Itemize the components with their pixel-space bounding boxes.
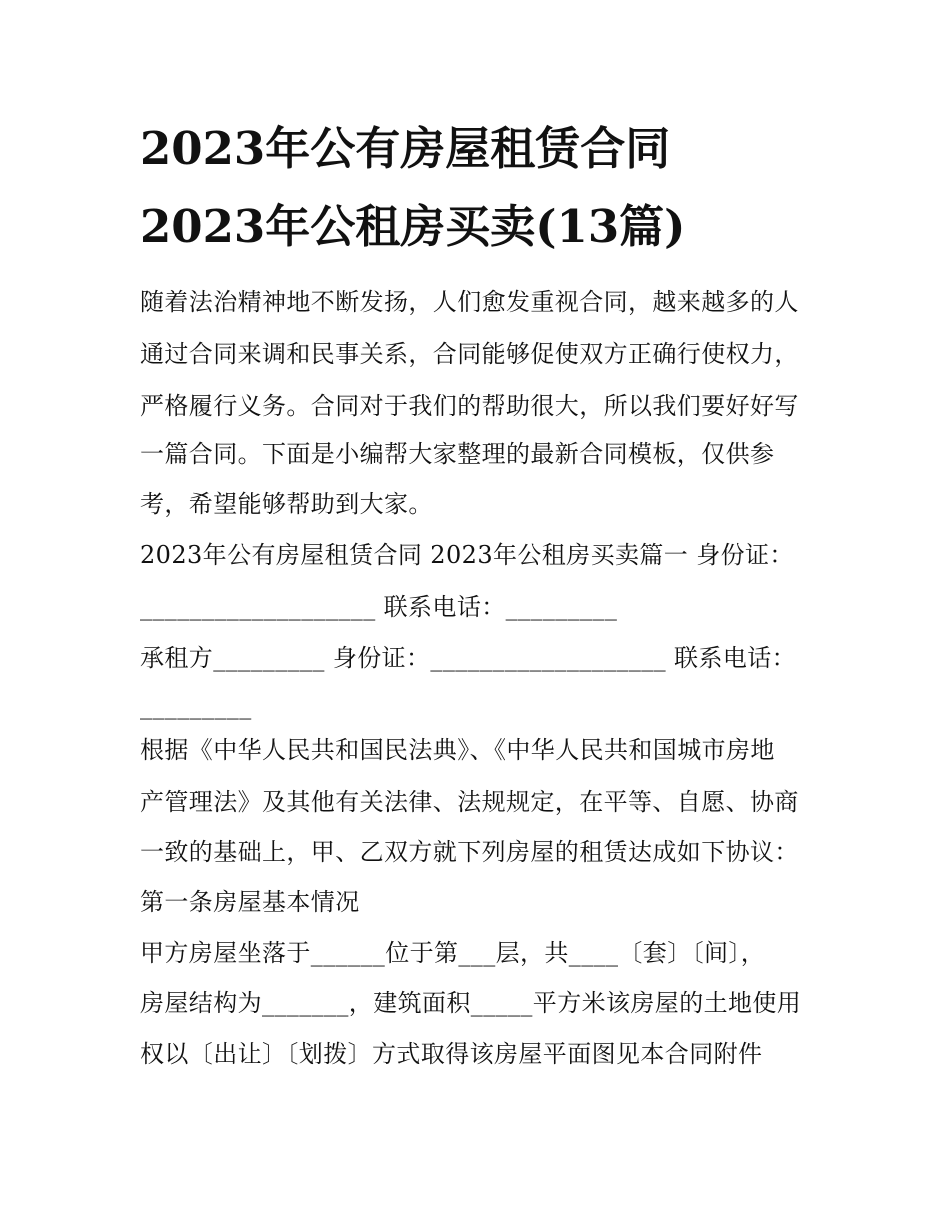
- paragraph-line: 2023年公有房屋租赁合同 2023年公租房买卖篇一 身份证：: [140, 541, 794, 569]
- document-title-line-2: 2023年公租房买卖(13篇): [140, 200, 686, 253]
- paragraph-line: 一篇合同。下面是小编帮大家整理的最新合同模板，仅供参: [140, 440, 775, 468]
- paragraph-line: 随着法治精神地不断发扬，人们愈发重视合同，越来越多的人: [140, 288, 799, 316]
- paragraph-line: 根据《中华人民共和国民法典》、《中华人民共和国城市房地: [140, 736, 775, 764]
- section-heading: 第一条房屋基本情况: [140, 888, 360, 916]
- paragraph-line: 产管理法》及其他有关法律、法规规定，在平等、自愿、协商: [140, 788, 799, 816]
- form-field-line: ___________________ 联系电话：_________: [140, 593, 618, 621]
- paragraph-line: 房屋结构为_______，建筑面积_____平方米该房屋的土地使用: [140, 989, 802, 1017]
- document-title-line-1: 2023年公有房屋租赁合同: [140, 122, 671, 175]
- paragraph-line: 甲方房屋坐落于______位于第___层，共____〔套〕〔间〕，: [140, 939, 766, 967]
- paragraph-line: 权以〔出让〕〔划拨〕方式取得该房屋平面图见本合同附件: [140, 1040, 763, 1068]
- paragraph-line: 考，希望能够帮助到大家。: [140, 490, 433, 518]
- paragraph-line: 一致的基础上，甲、乙双方就下列房屋的租赁达成如下协议：: [140, 838, 799, 866]
- form-field-line: _________: [140, 692, 252, 720]
- paragraph-line: 严格履行义务。合同对于我们的帮助很大，所以我们要好好写: [140, 392, 799, 420]
- form-field-line: 承租方_________ 身份证：___________________ 联系电话：: [140, 644, 797, 672]
- paragraph-line: 通过合同来调和民事关系，合同能够促使双方正确行使权力，: [140, 340, 799, 368]
